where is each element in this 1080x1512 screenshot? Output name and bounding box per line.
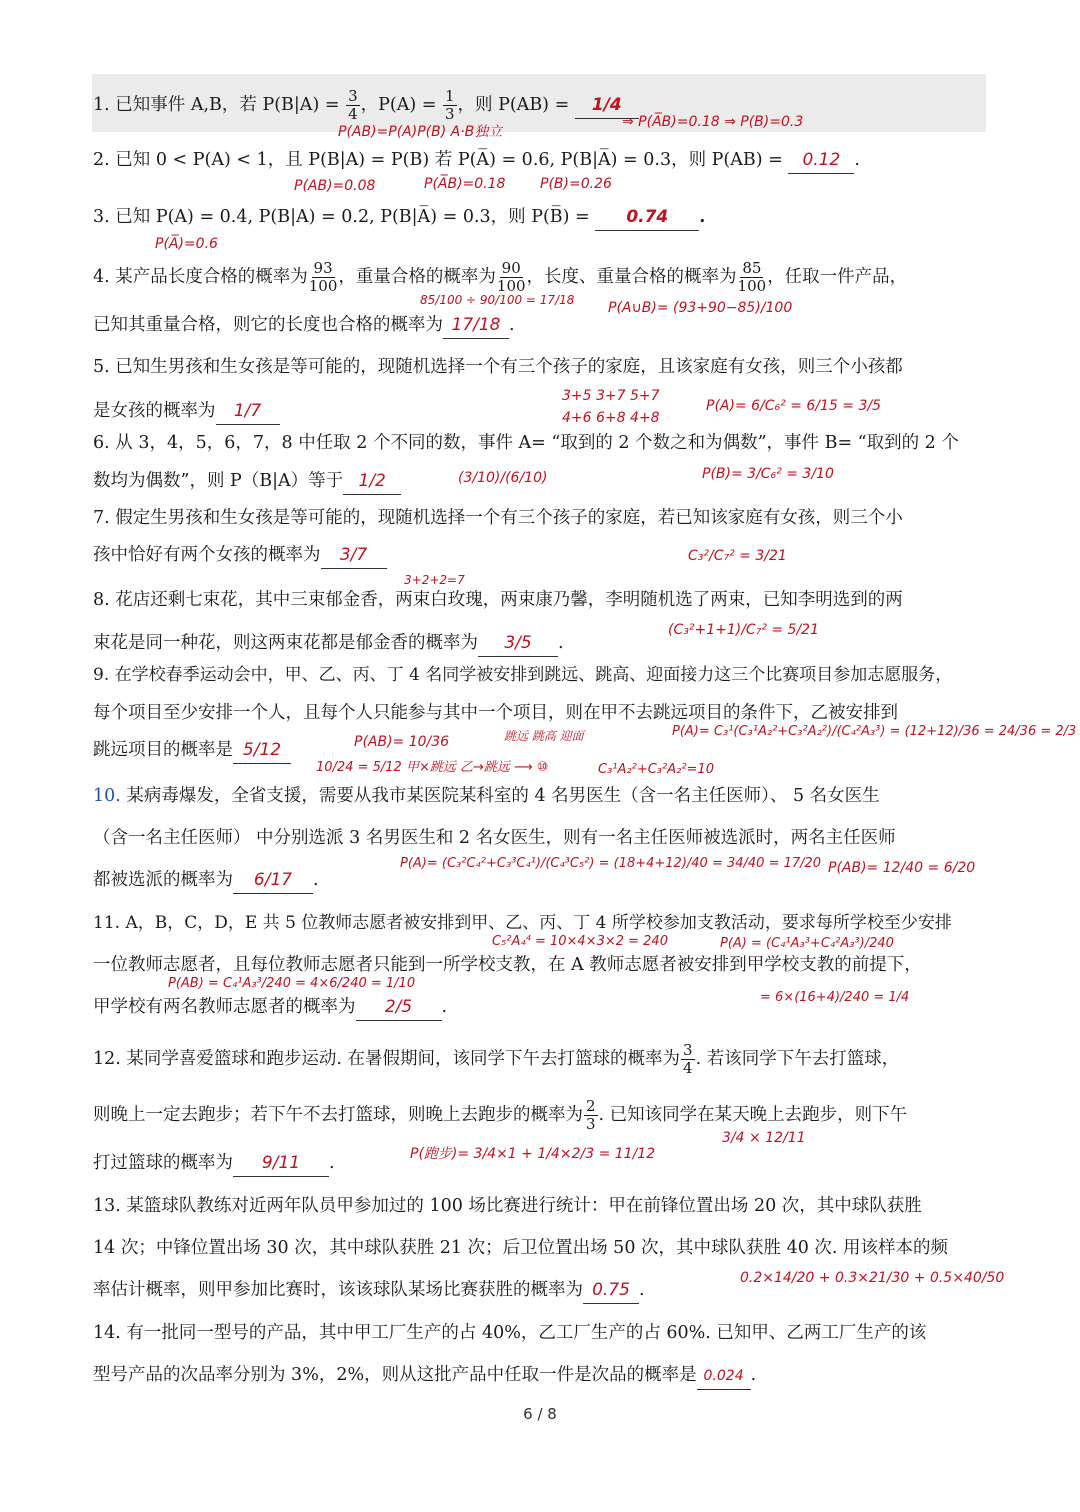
answer-blank[interactable]: [595, 204, 699, 231]
problem-10-number: 10.: [93, 786, 121, 806]
problem-4-text: 4. 某产品长度合格的概率为: [93, 267, 308, 287]
problem-4: 4. 某产品长度合格的概率为 $\frac{93}{100}$ ，重量合格的概率为 $\frac{90}{100}$ ，长度、重量合格的概率为 $\frac{85}{100}$ ，任取一件产品，: [93, 259, 908, 295]
page-number: 6 / 8: [523, 1405, 557, 1423]
handwritten-note: 0.2×14/20 + 0.3×21/30 + 0.5×40/50: [740, 1270, 1005, 1286]
handwritten-note: P(AB) = C₄¹A₃³/240 = 4×6/240 = 1/10: [168, 976, 416, 991]
answer-blank[interactable]: [343, 468, 401, 495]
handwritten-note: P(A)= C₃¹(C₃¹A₂²+C₃²A₂²)/(C₄²A₃³) = (12+12)/36 = 24/36 = 2/3: [672, 724, 1077, 739]
problem-11-line2: 一位教师志愿者，且每位教师志愿者只能到一所学校支教，在 A 教师志愿者被安排到甲学校支教的前提下，: [93, 955, 922, 975]
handwritten-note: P(AB)=0.08: [294, 178, 376, 194]
handwritten-note: P(A)= 6/C₆² = 6/15 = 3/5: [706, 398, 881, 414]
handwritten-note: 3+5 3+7 5+7: [562, 388, 660, 404]
fraction: $\frac{93}{100}$: [308, 259, 338, 295]
handwritten-note: 85/100 ÷ 90/100 = 17/18: [420, 293, 575, 307]
problem-7-text: 7. 假定生男孩和生女孩是等可能的，现随机选择一个有三个孩子的家庭，若已知该家庭有女孩，则三个小: [93, 508, 903, 528]
problem-13-line2: 14 次；中锋位置出场 30 次，其中球队获胜 21 次；后卫位置出场 50 次，其中球队获胜 40 次. 用该样本的频: [93, 1238, 949, 1258]
handwritten-answer: 1/7: [233, 401, 262, 421]
fraction: $\frac{3}{4}$: [683, 1041, 693, 1077]
answer-blank[interactable]: [233, 1150, 329, 1177]
handwritten-answer: 1/4: [591, 95, 622, 115]
handwritten-answer: 1/2: [358, 471, 386, 491]
problem-3-text: 3. 已知 P(A) = 0.4, P(B|A) = 0.2, P(B|A̅) = 0.3，则 P(B̅) =: [93, 207, 596, 227]
answer-blank[interactable]: [233, 737, 291, 764]
problem-1-text-mid: ，P(A) =: [360, 95, 442, 115]
handwritten-note: C₅²A₄⁴ = 10×4×3×2 = 240: [492, 934, 668, 949]
handwritten-note: P(AB)= 10/36: [354, 734, 450, 750]
problem-12-line3: 打过篮球的概率为 9/11 .: [93, 1150, 335, 1177]
fraction: $\frac{1}{3}$: [444, 87, 455, 123]
problem-5-text: 5. 已知生男孩和生女孩是等可能的，现随机选择一个有三个孩子的家庭，且该家庭有女孩，则三个小孩都: [93, 357, 903, 377]
problem-2-text: 2. 已知 0 < P(A) < 1，且 P(B|A) = P(B) 若 P(A̅) = 0.6, P(B|A̅) = 0.3，则 P(AB) =: [93, 150, 789, 170]
handwritten-note: P(AB)=P(A)P(B) A·B独立: [338, 124, 503, 140]
handwritten-note: P(AB)= 12/40 = 6/20: [828, 860, 976, 876]
problem-10-line3: 都被选派的概率为 6/17 .: [93, 867, 319, 894]
handwritten-note: P(A̅)=0.6: [155, 236, 218, 252]
answer-blank[interactable]: [788, 147, 854, 174]
answer-blank[interactable]: [478, 630, 558, 657]
problem-10: [93, 783, 880, 809]
answer-blank[interactable]: [356, 994, 442, 1021]
problem-14-text: 14. 有一批同一型号的产品，其中甲工厂生产的占 40%，乙工厂生产的占 60%. 已知甲、乙两工厂生产的该: [93, 1323, 927, 1343]
answer-blank[interactable]: [583, 1277, 639, 1304]
handwritten-note: P(A)= (C₃²C₄²+C₃³C₄¹)/(C₄³C₅²) = (18+4+12)/40 = 34/40 = 17/20: [400, 856, 822, 871]
handwritten-answer: 3/7: [339, 545, 368, 565]
handwritten-note: (C₃²+1+1)/C₇² = 5/21: [668, 622, 819, 638]
handwritten-note: 跳远 跳高 迎面: [504, 729, 584, 743]
handwritten-answer: 0.12: [802, 150, 841, 170]
problem-14-line2: 型号产品的次品率分别为 3%，2%，则从这批产品中任取一件是次品的概率是 0.024 .: [93, 1362, 756, 1390]
fraction: $\frac{2}{3}$: [586, 1097, 596, 1133]
handwritten-answer: 3/5: [504, 633, 532, 653]
handwritten-note: P(B)=0.26: [540, 176, 612, 192]
handwritten-note: (3/10)/(6/10): [458, 470, 548, 486]
handwritten-note: 10/24 = 5/12 甲×跳远 乙→跳远 ⟶ ⑩: [316, 760, 549, 775]
problem-6-line2: 数均为偶数”，则 P（B|A）等于 1/2: [93, 468, 401, 495]
problem-3: 3. 已知 P(A) = 0.4, P(B|A) = 0.2, P(B|A̅) = 0.3，则 P(B̅) = 0.74 .: [93, 204, 705, 231]
problem-6-text: 6. 从 3，4，5，6，7，8 中任取 2 个不同的数，事件 A= “取到的 2 个数之和为偶数”，事件 B= “取到的 2 个: [93, 433, 959, 453]
answer-blank[interactable]: [443, 312, 509, 339]
answer-blank[interactable]: [216, 398, 280, 425]
handwritten-answer: 6/17: [253, 870, 293, 890]
problem-13-text: 13. 某篮球队教练对近两年队员甲参加过的 100 场比赛进行统计：甲在前锋位置出场 20 次，其中球队获胜: [93, 1196, 922, 1216]
problem-7-line2: 孩中恰好有两个女孩的概率为 3/7: [93, 542, 387, 569]
problem-8-line2: 束花是同一种花，则这两束花都是郁金香的概率为 3/5 .: [93, 630, 564, 657]
handwritten-note: 3+2+2=7: [404, 573, 465, 587]
answer-blank[interactable]: [321, 542, 387, 569]
problem-11: [93, 910, 952, 936]
handwritten-note: ⇒ P(A̅B)=0.18 ⇒ P(B)=0.3: [622, 114, 804, 130]
problem-9: [93, 662, 952, 688]
problem-11-text: 11. A，B，C，D，E 共 5 位教师志愿者被安排到甲、乙、丙、丁 4 所学校参加支教活动，要求每所学校至少安排: [93, 913, 952, 933]
fraction: $\frac{90}{100}$: [496, 259, 526, 295]
handwritten-note: P(A̅B)=0.18: [424, 176, 506, 192]
answer-blank[interactable]: [233, 867, 313, 894]
problem-8: [93, 587, 903, 613]
problem-6: [93, 430, 959, 456]
fraction: $\frac{85}{100}$: [737, 259, 767, 295]
problem-13: [93, 1193, 922, 1219]
handwritten-answer: 2/5: [384, 997, 413, 1017]
handwritten-note: C₃¹A₂²+C₃²A₂²=10: [598, 762, 714, 777]
problem-9-line3: 跳远项目的概率是 5/12: [93, 737, 291, 764]
problem-4-line2: 已知其重量合格，则它的长度也合格的概率为 17/18 .: [93, 312, 515, 339]
handwritten-note: 4+6 6+8 4+8: [562, 410, 660, 426]
problem-2: 2. 已知 0 < P(A) < 1，且 P(B|A) = P(B) 若 P(A̅) = 0.6, P(B|A̅) = 0.3，则 P(AB) = 0.12 .: [93, 147, 860, 174]
problem-9-text: 9. 在学校春季运动会中，甲、乙、丙、丁 4 名同学被安排到跳远、跳高、迎面接力这三个比赛项目参加志愿服务，: [93, 665, 953, 685]
handwritten-answer: 0.024: [703, 1368, 744, 1384]
problem-11-line3: 甲学校有两名教师志愿者的概率为 2/5 .: [93, 994, 447, 1021]
problem-12: 12. 某同学喜爱篮球和跑步运动. 在暑假期间，该同学下午去打篮球的概率为 $\frac{3}{4}$ . 若该同学下午去打篮球，: [93, 1041, 900, 1077]
problem-1: [93, 88, 639, 123]
problem-14: [93, 1320, 926, 1346]
handwritten-note: C₃²/C₇² = 3/21: [688, 548, 787, 564]
problem-1-text-post: ，则 P(AB) =: [457, 95, 575, 115]
problem-7: [93, 505, 903, 531]
problem-12-text: 12. 某同学喜爱篮球和跑步运动. 在暑假期间，该同学下午去打篮球的概率为: [93, 1049, 681, 1069]
handwritten-note: 3/4 × 12/11: [722, 1130, 806, 1146]
problem-10-text: 某病毒爆发，全省支援，需要从我市某医院某科室的 4 名男医生（含一名主任医师）、 5 名女医生: [120, 786, 880, 806]
problem-8-text: 8. 花店还剩七束花，其中三束郁金香，两束白玫瑰，两束康乃馨，李明随机选了两束，已知李明选到的两: [93, 590, 903, 610]
handwritten-note: P(A∪B)= (93+90−85)/100: [608, 300, 793, 316]
answer-blank[interactable]: [697, 1362, 751, 1390]
handwritten-answer: 0.74: [626, 207, 669, 227]
problem-13-line3: 率估计概率，则甲参加比赛时，该该球队某场比赛获胜的概率为 0.75 .: [93, 1277, 645, 1304]
fraction: $\frac{3}{4}$: [348, 87, 358, 123]
problem-1-text: 1. 已知事件 A,B，若 P(B|A) =: [93, 95, 346, 115]
problem-10-line2: （含一名主任医师） 中分别选派 3 名男医生和 2 名女医生，则有一名主任医师被选派时，两名主任医师: [93, 828, 896, 848]
handwritten-answer: 9/11: [261, 1153, 301, 1173]
problem-5: [93, 354, 903, 380]
problem-5-line2: 是女孩的概率为 1/7: [93, 398, 280, 425]
handwritten-note: P(跑步)= 3/4×1 + 1/4×2/3 = 11/12: [410, 1146, 656, 1162]
handwritten-note: P(A) = (C₄¹A₃³+C₄²A₃³)/240: [720, 936, 894, 951]
handwritten-note: P(B)= 3/C₆² = 3/10: [702, 466, 834, 482]
handwritten-note: = 6×(16+4)/240 = 1/4: [760, 990, 910, 1005]
problem-12-line2: 则晚上一定去跑步；若下午不去打篮球，则晚上去跑步的概率为 $\frac{2}{3}$ . 已知该同学在某天晚上去跑步，则下午: [93, 1097, 908, 1133]
handwritten-answer: 17/18: [451, 315, 501, 335]
problem-9-line2: 每个项目至少安排一个人，且每个人只能参与其中一个项目，则在甲不去跳远项目的条件下，乙被安排到: [93, 703, 898, 723]
handwritten-answer: 0.75: [592, 1280, 630, 1300]
handwritten-answer: 5/12: [242, 740, 282, 760]
